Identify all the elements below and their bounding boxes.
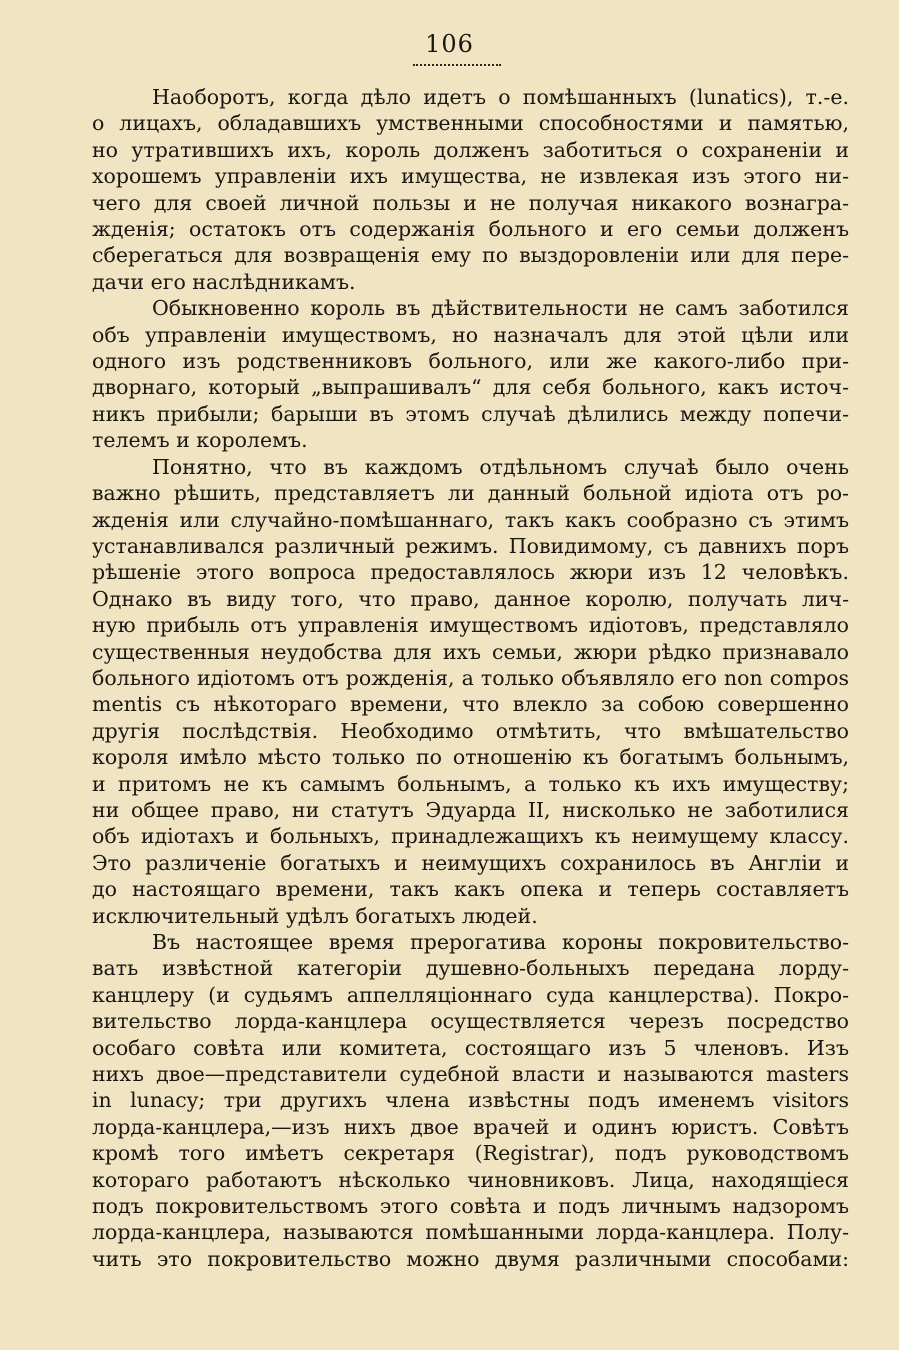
text-line: телемъ и королемъ.: [92, 428, 308, 453]
text-line: подъ покровительствомъ этого совѣта и подъ личнымъ надзоромъ: [92, 1194, 849, 1219]
text-line: устанавливался различный режимъ. Повидимому, съ давнихъ поръ: [92, 533, 849, 558]
text-line: но утратившихъ ихъ, король долженъ заботиться о сохраненіи и: [92, 137, 849, 162]
page-number: 106: [425, 30, 474, 58]
text-line: больного идіотомъ отъ рожденія, а только объявляло его non compos: [92, 665, 849, 690]
text-line: рѣшеніе этого вопроса предоставлялось жюри изъ 12 человѣкъ.: [92, 560, 849, 585]
text-line: Въ настоящее время прерогатива короны покровительство-: [152, 930, 849, 954]
paragraph-4: [92, 929, 849, 1272]
text-line: лорда-канцлера, называются помѣшанными лорда-канцлера. Полу-: [92, 1220, 849, 1245]
text-line: сберегаться для возвращенія ему по выздоровленіи или для пере-: [92, 243, 849, 268]
text-line: дачи его наслѣдникамъ.: [92, 269, 356, 294]
text-line: существенныя неудобства для ихъ семьи, жюри рѣдко признавало: [92, 639, 849, 664]
text-line: Обыкновенно король въ дѣйствительности не самъ заботился: [152, 296, 849, 321]
text-line: вительство лорда-канцлера осуществляется черезъ посредство: [92, 1009, 849, 1034]
text-line: Наоборотъ, когда дѣло идетъ о помѣшанныхъ (lunatics), т.-е.: [152, 85, 849, 109]
paragraph-1: [92, 84, 849, 295]
text-line: лорда-канцлера,—изъ нихъ двое врачей и одинъ юристъ. Совѣтъ: [92, 1114, 849, 1139]
text-line: другія послѣдствія. Необходимо отмѣтить, что вмѣшательство: [92, 718, 849, 743]
text-line: короля имѣло мѣсто только по отношенію къ богатымъ больнымъ,: [92, 745, 849, 770]
text-line: до настоящаго времени, такъ какъ опека и теперь составляетъ: [92, 877, 849, 902]
text-line: важно рѣшить, представляетъ ли данный больной идіота отъ ро-: [92, 481, 849, 506]
text-line: Это различеніе богатыхъ и неимущихъ сохранилось въ Англіи и: [92, 850, 849, 875]
text-line: и притомъ не къ самымъ больнымъ, а только къ ихъ имуществу;: [92, 771, 849, 796]
text-line: вать извѣстной категоріи душевно-больныхъ передана лорду-: [92, 956, 849, 981]
text-line: нихъ двое—представители судебной власти и называются masters: [92, 1062, 849, 1087]
text-line: чить это покровительство можно двумя различными способами:: [92, 1246, 849, 1271]
text-line: in lunacy; три другихъ члена извѣстны подъ именемъ visitors: [92, 1088, 849, 1113]
paragraph-2: [92, 295, 849, 453]
text-line: Понятно, что въ каждомъ отдѣльномъ случаѣ было очень: [152, 454, 849, 479]
paragraph-3: [92, 454, 849, 929]
text-line: дворнаго, который „выпрашивалъ“ для себя больного, какъ источ-: [92, 375, 849, 400]
text-line: объ управленіи имуществомъ, но назначалъ для этой цѣли или: [92, 322, 849, 347]
text-line: исключительный удѣлъ богатыхъ людей.: [92, 903, 538, 928]
text-line: кромѣ того имѣетъ секретаря (Registrar), подъ руководствомъ: [92, 1141, 849, 1166]
text-line: mentis съ нѣкотораго времени, что влекло за собою совершенно: [92, 692, 849, 717]
text-line: чего для своей личной пользы и не получая никакого вознагра-: [92, 190, 849, 215]
text-line: жденія или случайно-помѣшаннаго, такъ какъ сообразно съ этимъ: [92, 507, 849, 532]
text-line: котораго работаютъ нѣсколько чиновниковъ. Лица, находящіеся: [92, 1167, 849, 1192]
text-line: Однако въ виду того, что право, данное королю, получать лич-: [92, 586, 849, 611]
text-line: особаго совѣта или комитета, состоящаго изъ 5 членовъ. Изъ: [92, 1035, 849, 1060]
text-line: никъ прибыли; барыши въ этомъ случаѣ дѣлились между попечи-: [92, 401, 849, 426]
text-line: объ идіотахъ и больныхъ, принадлежащихъ къ неимущему классу.: [92, 824, 849, 849]
text-line: о лицахъ, обладавшихъ умственными способностями и памятью,: [92, 111, 849, 136]
text-line: ни общее право, ни статутъ Эдуарда II, нисколько не заботилися: [92, 797, 849, 822]
text-line: хорошемъ управленіи ихъ имущества, не извлекая изъ этого ни-: [92, 164, 849, 189]
text-line: жденія; остатокъ отъ содержанія больного и его семьи долженъ: [92, 217, 849, 242]
text-line: ную прибыль отъ управленія имуществомъ идіотовъ, представляло: [92, 613, 849, 638]
text-line: канцлеру (и судьямъ аппелляціоннаго суда канцлерства). Покро-: [92, 982, 849, 1007]
text-line: одного изъ родственниковъ больного, или же какого-либо при-: [92, 349, 849, 374]
page-number-rule: [413, 64, 501, 66]
body-text: [92, 84, 849, 1272]
